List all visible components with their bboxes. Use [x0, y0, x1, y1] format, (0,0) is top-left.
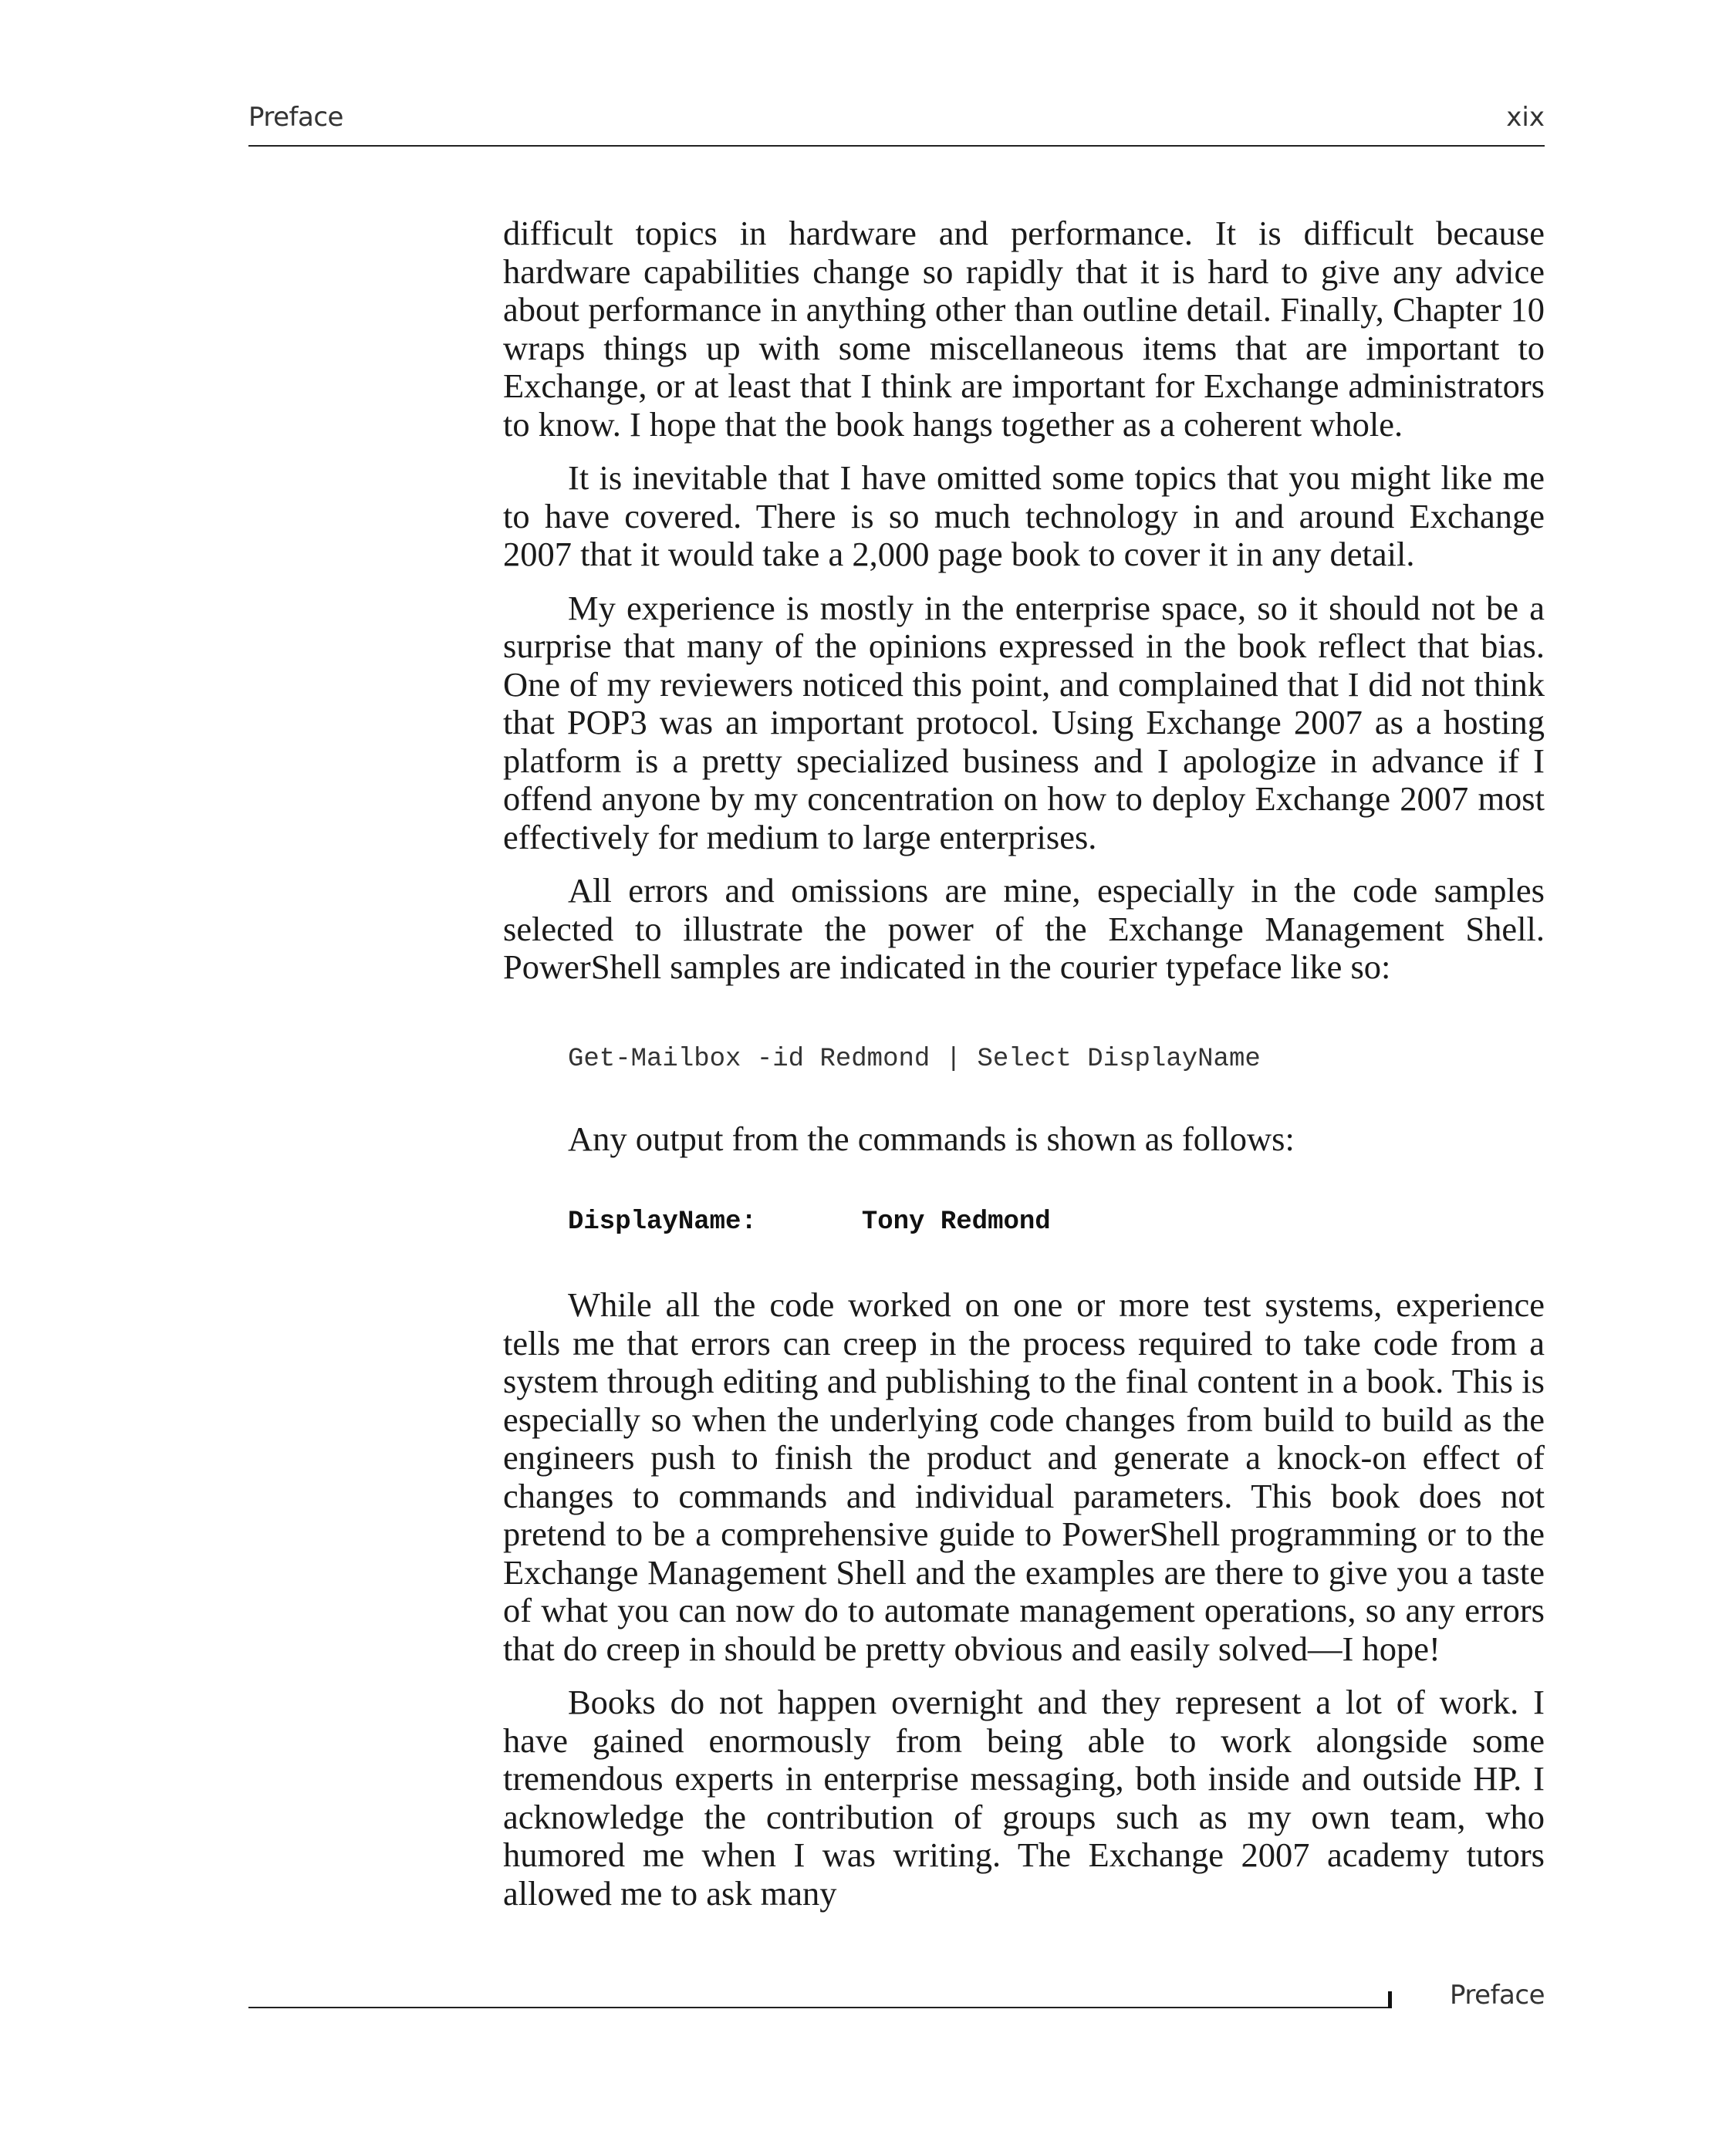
paragraph-acknowledgements: Books do not happen overnight and they represent a lot of work. I have gained enormously from being able to work alongside some tremendous experts in enterprise messaging, both inside and outside HP. I acknowledge the contribution of groups such as my own team, who humored me when I was writing. The Exchange 2007 academy tutors allowed me to ask many	[503, 1683, 1545, 1913]
paragraph-enterprise-experience: My experience is mostly in the enterprise space, so it should not be a surprise that many of the opinions expressed in the book reflect that bias. One of my reviewers noticed this point, and complained that I did not think that POP3 was an important protocol. Using Exchange 2007 as a hosting platform is a pretty specialized business and I apologize in advance if I offend anyone by my concentration on how to deploy Exchange 2007 most effectively for medium to large enterprises.	[503, 588, 1545, 856]
running-head	[248, 102, 1545, 147]
paragraph-code-worked: While all the code worked on one or more test systems, experience tells me that errors can creep in the process required to take code from a system through editing and publishing to the final content in a book. This is especially so when the underlying code changes from build to build as the engineers push to finish the product and generate a knock-on effect of changes to commands and individual parameters. This book does not pretend to be a comprehensive guide to PowerShell programming or to the Exchange Management Shell and the examples are there to give you a taste of what you can now do to automate management operations, so any errors that do creep in should be pretty obvious and easily solved—I hope!	[503, 1285, 1545, 1668]
paragraph-output-intro: Any output from the commands is shown as follows:	[568, 1119, 1295, 1158]
footer-rule	[248, 2007, 1390, 2008]
footer-tick-mark	[1388, 1991, 1392, 2008]
output-value: Tony Redmond	[861, 1207, 1051, 1237]
output-sample	[568, 1204, 1545, 1242]
code-sample: Get-Mailbox -id Redmond | Select DisplayName	[568, 1044, 1261, 1074]
running-head-title: Preface	[248, 102, 343, 133]
body-text	[503, 214, 1545, 1913]
paragraph-continued: difficult topics in hardware and performance. It is difficult because hardware capabilities change so rapidly that it is hard to give any advice about performance in anything other than outline detail. Finally, Chapter 10 wraps things up with some miscellaneous items that are important to Exchange, or at least that I think are important for Exchange administrators to know. I hope that the book hangs together as a coherent whole.	[503, 214, 1545, 444]
page-number: xix	[1506, 102, 1545, 133]
paragraph-omitted-topics: It is inevitable that I have omitted some topics that you might like me to have covered. There is so much technology in and around Exchange 2007 that it would take a 2,000 page book to cover it in any detail.	[503, 458, 1545, 573]
footer-section-title: Preface	[1450, 1980, 1545, 2011]
paragraph-errors-omissions: All errors and omissions are mine, especially in the code samples selected to illustrate the power of the Exchange Management Shell. PowerShell samples are indicated in the courier typeface like so:	[503, 871, 1545, 986]
output-label: DisplayName:	[568, 1207, 757, 1237]
